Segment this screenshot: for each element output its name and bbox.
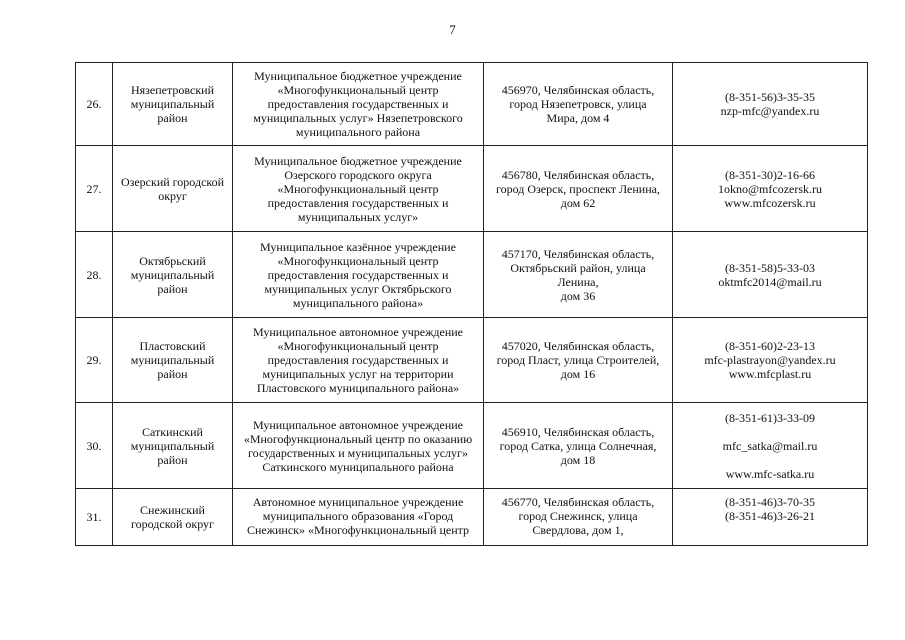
organization-line: Автономное муниципальное учреждение: [252, 495, 464, 509]
organization-line: предоставления государственных и: [267, 195, 449, 210]
contacts-cell: [673, 232, 868, 318]
address-line: 457170, Челябинская область,: [501, 246, 655, 261]
organization-line: муниципальных услуг» Нязепетровского: [253, 111, 463, 125]
table-row: [76, 63, 868, 146]
phone-number: (8-351-46)3-26-21: [725, 509, 815, 523]
organization-line: «Многофункциональный центр по оказанию: [243, 431, 473, 446]
table-row: [76, 318, 868, 403]
address-line: город Снежинск, улица: [518, 509, 638, 523]
address-cell: [484, 146, 673, 232]
district-line: муниципальный: [130, 97, 215, 111]
organization-line: муниципального района: [295, 125, 421, 139]
row-number: 31.: [76, 489, 113, 546]
organization-line: Муниципальное бюджетное учреждение: [254, 69, 462, 83]
address-line: город Озерск, проспект Ленина,: [496, 181, 660, 196]
address-cell: [484, 232, 673, 318]
table-body: [76, 63, 868, 546]
address-line: город Нязепетровск, улица: [509, 97, 647, 111]
organization-line: «Многофункциональный центр: [277, 181, 439, 196]
organization-line: предоставления государственных и: [267, 353, 449, 367]
address-line: Ленина,: [557, 274, 599, 289]
organization-line: «Многофункциональный центр: [277, 253, 439, 268]
address-line: 456770, Челябинская область,: [501, 495, 655, 509]
address-line: 456910, Челябинская область,: [501, 424, 655, 439]
email-link[interactable]: mfc_satka@mail.ru: [722, 438, 818, 453]
email-link[interactable]: nzp-mfc@yandex.ru: [720, 104, 820, 118]
row-number: 26.: [76, 63, 113, 146]
phone-number: (8-351-58)5-33-03: [725, 260, 815, 275]
district-cell: [113, 318, 233, 403]
district-cell: [113, 489, 233, 546]
phone-number: (8-351-61)3-33-09: [725, 410, 815, 425]
district-cell: [113, 232, 233, 318]
district-cell: [113, 63, 233, 146]
contacts-cell: [673, 318, 868, 403]
address-line: город Сатка, улица Солнечная,: [499, 438, 657, 453]
address-line: дом 62: [560, 195, 596, 210]
row-number: 29.: [76, 318, 113, 403]
phone-number: (8-351-60)2-23-13: [725, 339, 815, 353]
district-line: городской округ: [131, 517, 214, 531]
organization-line: «Многофункциональный центр: [277, 339, 439, 353]
organization-line: предоставления государственных и: [267, 267, 449, 282]
organization-cell: [233, 318, 484, 403]
address-line: 456970, Челябинская область,: [501, 83, 655, 97]
organization-line: Озерского городского округа: [284, 167, 432, 182]
website-link[interactable]: www.mfc-satka.ru: [725, 466, 815, 481]
address-line: Свердлова, дом 1,: [532, 523, 624, 537]
district-line: район: [157, 452, 188, 467]
website-link[interactable]: www.mfcozersk.ru: [724, 195, 816, 210]
contacts-cell: [673, 489, 868, 546]
district-line: Озерский городской: [120, 174, 225, 189]
email-link[interactable]: mfc-plastrayon@yandex.ru: [704, 353, 836, 367]
table-row: [76, 232, 868, 318]
district-line: район: [157, 111, 188, 125]
address-line: дом 16: [560, 367, 596, 381]
organization-line: Муниципальное казённое учреждение: [260, 239, 456, 254]
table-row: [76, 489, 868, 546]
organization-cell: [233, 146, 484, 232]
email-link[interactable]: 1okno@mfcozersk.ru: [717, 181, 823, 196]
row-number: 28.: [76, 232, 113, 318]
organization-line: Муниципальное автономное учреждение: [253, 417, 463, 432]
district-cell: [113, 146, 233, 232]
organization-line: Пластовского муниципального района»: [256, 381, 460, 395]
address-line: Мира, дом 4: [546, 111, 610, 125]
organization-line: муниципальных услуг на территории: [262, 367, 454, 381]
address-cell: [484, 489, 673, 546]
organization-line: муниципального образования «Город: [262, 509, 454, 523]
district-line: район: [157, 281, 188, 296]
district-line: муниципальный: [130, 267, 215, 282]
mfc-directory-table: [75, 62, 868, 546]
district-line: Пластовский: [139, 339, 206, 353]
address-line: Октябрьский район, улица: [510, 260, 646, 275]
district-line: район: [157, 367, 188, 381]
organization-line: муниципального района»: [292, 295, 424, 310]
contacts-cell: [673, 403, 868, 489]
district-line: Нязепетровский: [131, 83, 214, 97]
phone-number: (8-351-56)3-35-35: [725, 90, 815, 104]
address-line: город Пласт, улица Строителей,: [496, 353, 660, 367]
phone-number: (8-351-30)2-16-66: [725, 167, 815, 182]
organization-line: предоставления государственных и: [267, 97, 449, 111]
address-line: 456780, Челябинская область,: [501, 167, 655, 182]
organization-line: Муниципальное автономное учреждение: [253, 325, 463, 339]
page-number: 7: [449, 22, 456, 37]
organization-line: Муниципальное бюджетное учреждение: [254, 153, 462, 168]
district-cell: [113, 403, 233, 489]
row-number: 30.: [76, 403, 113, 489]
address-line: дом 36: [560, 288, 596, 303]
organization-cell: [233, 63, 484, 146]
row-number: 27.: [76, 146, 113, 232]
organization-line: «Многофункциональный центр: [277, 83, 439, 97]
organization-cell: [233, 403, 484, 489]
organization-line: государственных и муниципальных услуг»: [248, 445, 468, 460]
organization-cell: [233, 232, 484, 318]
organization-line: муниципальных услуг Октябрьского: [264, 281, 452, 296]
organization-line: Снежинск» «Многофункциональный центр: [246, 523, 470, 537]
website-link[interactable]: www.mfcplast.ru: [728, 367, 812, 381]
district-line: Октябрьский: [139, 253, 206, 268]
email-link[interactable]: oktmfc2014@mail.ru: [718, 274, 822, 289]
address-line: 457020, Челябинская область,: [501, 339, 655, 353]
address-cell: [484, 63, 673, 146]
address-line: дом 18: [560, 452, 596, 467]
table-row: [76, 146, 868, 232]
organization-line: муниципальных услуг»: [297, 209, 419, 224]
district-line: муниципальный: [130, 353, 215, 367]
phone-number: (8-351-46)3-70-35: [725, 495, 815, 509]
address-cell: [484, 318, 673, 403]
contacts-cell: [673, 146, 868, 232]
district-line: Саткинский: [142, 424, 203, 439]
organization-line: Саткинского муниципального района: [262, 459, 454, 474]
table-row: [76, 403, 868, 489]
contact-spacer: [676, 453, 864, 467]
district-line: округ: [158, 188, 187, 203]
organization-cell: [233, 489, 484, 546]
contact-spacer: [676, 425, 864, 439]
district-line: муниципальный: [130, 438, 215, 453]
district-line: Снежинский: [140, 503, 205, 517]
address-cell: [484, 403, 673, 489]
contacts-cell: [673, 63, 868, 146]
